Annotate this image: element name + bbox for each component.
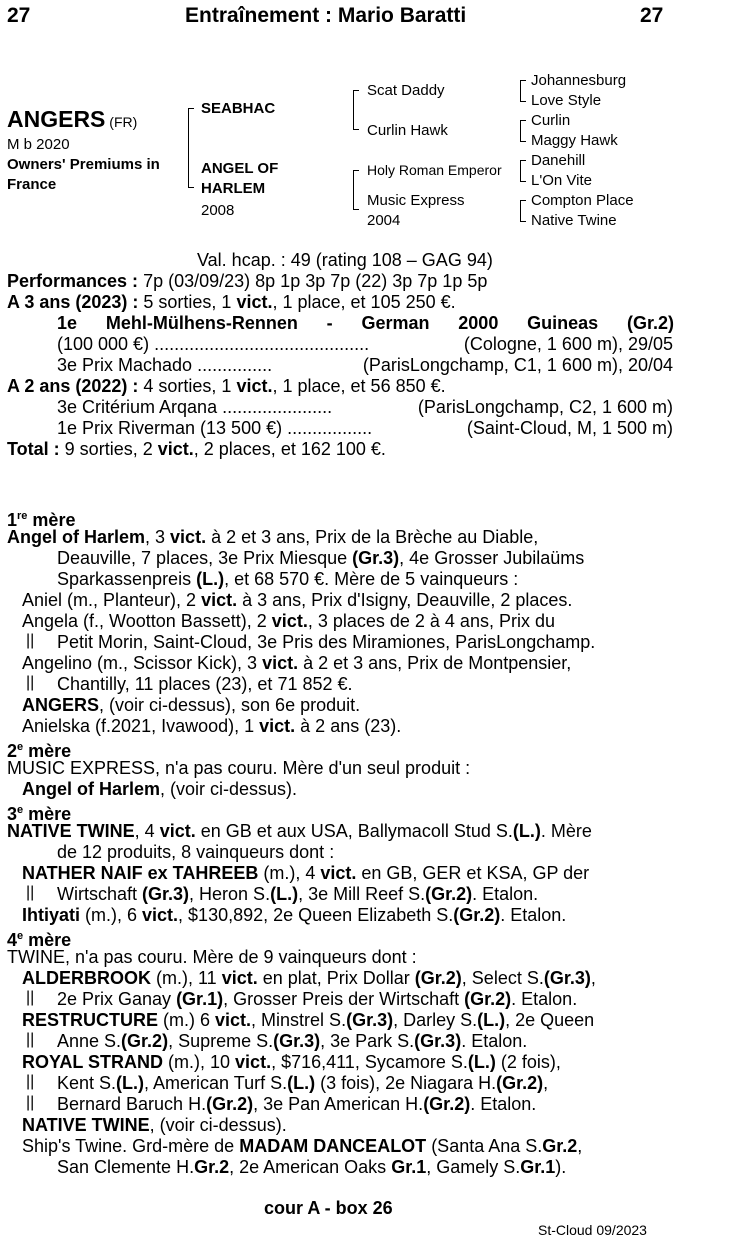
pedigree-sss: Johannesburg xyxy=(531,72,627,89)
pedigree-dss: Danehill xyxy=(531,152,586,169)
family-line: Angelino (m., Scissor Kick), 3 vict. à 2 et 3 ans, Prix de Montpensier, xyxy=(22,653,572,673)
pedigree-bracket xyxy=(353,170,359,210)
pedigree-ssd: Love Style xyxy=(531,92,602,109)
family-line: NATIVE TWINE, 4 vict. en GB et aux USA, Ballymacoll Stud S.(L.). Mère xyxy=(7,821,592,841)
continuation-mark: || xyxy=(26,674,35,691)
family-line: NATHER NAIF ex TAHREEB (m.), 4 vict. en GB, GER et KSA, GP der xyxy=(22,863,590,883)
pedigree-sds: Curlin xyxy=(531,112,571,129)
family-line: Angel of Harlem, (voir ci-dessus). xyxy=(22,779,298,799)
family-line: TWINE, n'a pas couru. Mère de 9 vainqueurs dont : xyxy=(7,947,417,967)
pedigree-dd: Music Express xyxy=(367,192,465,209)
race-title: 1e Mehl-Mülhens-Rennen - German 2000 Guineas (Gr.2) xyxy=(57,313,674,333)
pedigree-sd: Curlin Hawk xyxy=(367,122,448,139)
continuation-mark: || xyxy=(26,884,35,901)
family-line: Petit Morin, Saint-Cloud, 3e Pris des Miramiones, ParisLongchamp. xyxy=(57,632,596,652)
family-line: 2e Prix Ganay (Gr.1), Grosser Preis der Wirtschaft (Gr.2). Etalon. xyxy=(57,989,578,1009)
family-line: Angel of Harlem, 3 vict. à 2 et 3 ans, Prix de la Brèche au Diable, xyxy=(7,527,539,547)
continuation-mark: || xyxy=(26,632,35,649)
dam-heading-4: 4e mère xyxy=(7,930,72,950)
race-title: 3e Critérium Arqana ...................... xyxy=(57,397,333,417)
season-2022-line: A 2 ans (2022) : 4 sorties, 1 vict., 1 place, et 56 850 €. xyxy=(7,376,446,396)
family-line: Ship's Twine. Grd-mère de MADAM DANCEALOT (Santa Ana S.Gr.2, xyxy=(22,1136,583,1156)
race-venue: (Saint-Cloud, M, 1 500 m) xyxy=(466,418,673,438)
dam-heading-2: 2e mère xyxy=(7,741,72,761)
pedigree-ds: Holy Roman Emperor xyxy=(367,162,502,178)
horse-name: ANGERS (FR) xyxy=(7,106,138,132)
handicap-value: Val. hcap. : 49 (rating 108 – GAG 94) xyxy=(197,250,493,270)
page-number-right: 27 xyxy=(640,4,664,27)
pedigree-bracket xyxy=(520,120,526,142)
pedigree-dam-year: 2008 xyxy=(201,202,235,219)
horse-origin: (FR) xyxy=(109,114,138,130)
family-line: ROYAL STRAND (m.), 10 vict., $716,411, Sycamore S.(L.) (2 fois), xyxy=(22,1052,561,1072)
race-venue: (Cologne, 1 600 m), 29/05 xyxy=(463,334,673,354)
family-line: Angela (f., Wootton Bassett), 2 vict., 3 places de 2 à 4 ans, Prix du xyxy=(22,611,555,631)
family-line: Deauville, 7 places, 3e Prix Miesque (Gr.3), 4e Grosser Jubilaüms xyxy=(57,548,585,568)
pedigree-ddd: Native Twine xyxy=(531,212,617,229)
race-title: 1e Prix Riverman (13 500 €) ................. xyxy=(57,418,373,438)
page-number-left: 27 xyxy=(7,4,31,27)
pedigree-dam: ANGEL OF xyxy=(201,160,279,177)
continuation-mark: || xyxy=(26,989,35,1006)
race-venue: (ParisLongchamp, C1, 1 600 m), 20/04 xyxy=(362,355,673,375)
family-line: Wirtschaft (Gr.3), Heron S.(L.), 3e Mill Reef S.(Gr.2). Etalon. xyxy=(57,884,539,904)
family-line: ANGERS, (voir ci-dessus), son 6e produit. xyxy=(22,695,361,715)
family-line: Aniel (m., Planteur), 2 vict. à 3 ans, Prix d'Isigny, Deauville, 2 places. xyxy=(22,590,573,610)
premium-line-1: Owners' Premiums in xyxy=(7,156,160,173)
family-line: RESTRUCTURE (m.) 6 vict., Minstrel S.(Gr.3), Darley S.(L.), 2e Queen xyxy=(22,1010,595,1030)
total-line: Total : 9 sorties, 2 vict., 2 places, et 162 100 €. xyxy=(7,439,386,459)
family-line: San Clemente H.Gr.2, 2e American Oaks Gr.1, Gamely S.Gr.1). xyxy=(57,1157,567,1177)
page-title: Entraînement : Mario Baratti xyxy=(185,4,467,27)
family-line: Anielska (f.2021, Ivawood), 1 vict. à 2 ans (23). xyxy=(22,716,402,736)
pedigree-dam: HARLEM xyxy=(201,180,266,197)
continuation-mark: || xyxy=(26,1073,35,1090)
continuation-mark: || xyxy=(26,1094,35,1111)
family-line: Kent S.(L.), American Turf S.(L.) (3 fois), 2e Niagara H.(Gr.2), xyxy=(57,1073,549,1093)
pedigree-sire: SEABHAC xyxy=(201,100,276,117)
family-line: Sparkassenpreis (L.), et 68 570 €. Mère de 5 vainqueurs : xyxy=(57,569,519,589)
pedigree-dds: Compton Place xyxy=(531,192,634,209)
continuation-mark: || xyxy=(26,1031,35,1048)
pedigree-bracket xyxy=(520,160,526,182)
family-line: ALDERBROOK (m.), 11 vict. en plat, Prix Dollar (Gr.2), Select S.(Gr.3), xyxy=(22,968,596,988)
pedigree-bracket xyxy=(353,90,359,130)
dam-heading-3: 3e mère xyxy=(7,804,72,824)
pedigree-bracket xyxy=(188,108,194,188)
race-venue: (ParisLongchamp, C2, 1 600 m) xyxy=(417,397,673,417)
premium-line-2: France xyxy=(7,176,57,193)
family-line: de 12 produits, 8 vainqueurs dont : xyxy=(57,842,335,862)
pedigree-ss: Scat Daddy xyxy=(367,82,445,99)
season-2023-line: A 3 ans (2023) : 5 sorties, 1 vict., 1 place, et 105 250 €. xyxy=(7,292,456,312)
pedigree-bracket xyxy=(520,200,526,222)
horse-details: M b 2020 xyxy=(7,136,70,153)
family-line: Bernard Baruch H.(Gr.2), 3e Pan American H.(Gr.2). Etalon. xyxy=(57,1094,537,1114)
pedigree-dsd: L'On Vite xyxy=(531,172,592,189)
race-title: 3e Prix Machado ............... xyxy=(57,355,273,375)
family-line: NATIVE TWINE, (voir ci-dessus). xyxy=(22,1115,287,1135)
family-line: Ihtiyati (m.), 6 vict., $130,892, 2e Queen Elizabeth S.(Gr.2). Etalon. xyxy=(22,905,567,925)
pedigree-bracket xyxy=(520,80,526,102)
pedigree-dd-year: 2004 xyxy=(367,212,401,229)
family-line: Anne S.(Gr.2), Supreme S.(Gr.3), 3e Park S.(Gr.3). Etalon. xyxy=(57,1031,528,1051)
performances-line: Performances : 7p (03/09/23) 8p 1p 3p 7p (22) 3p 7p 1p 5p xyxy=(7,271,488,291)
pedigree-sdd: Maggy Hawk xyxy=(531,132,618,149)
box-location: cour A - box 26 xyxy=(264,1198,393,1218)
dam-heading-1: 1re mère xyxy=(7,510,76,530)
race-prize: (100 000 €) ........................................... xyxy=(57,334,370,354)
footer-stamp: St-Cloud 09/2023 xyxy=(538,1222,647,1238)
family-line: Chantilly, 11 places (23), et 71 852 €. xyxy=(57,674,353,694)
family-line: MUSIC EXPRESS, n'a pas couru. Mère d'un seul produit : xyxy=(7,758,471,778)
